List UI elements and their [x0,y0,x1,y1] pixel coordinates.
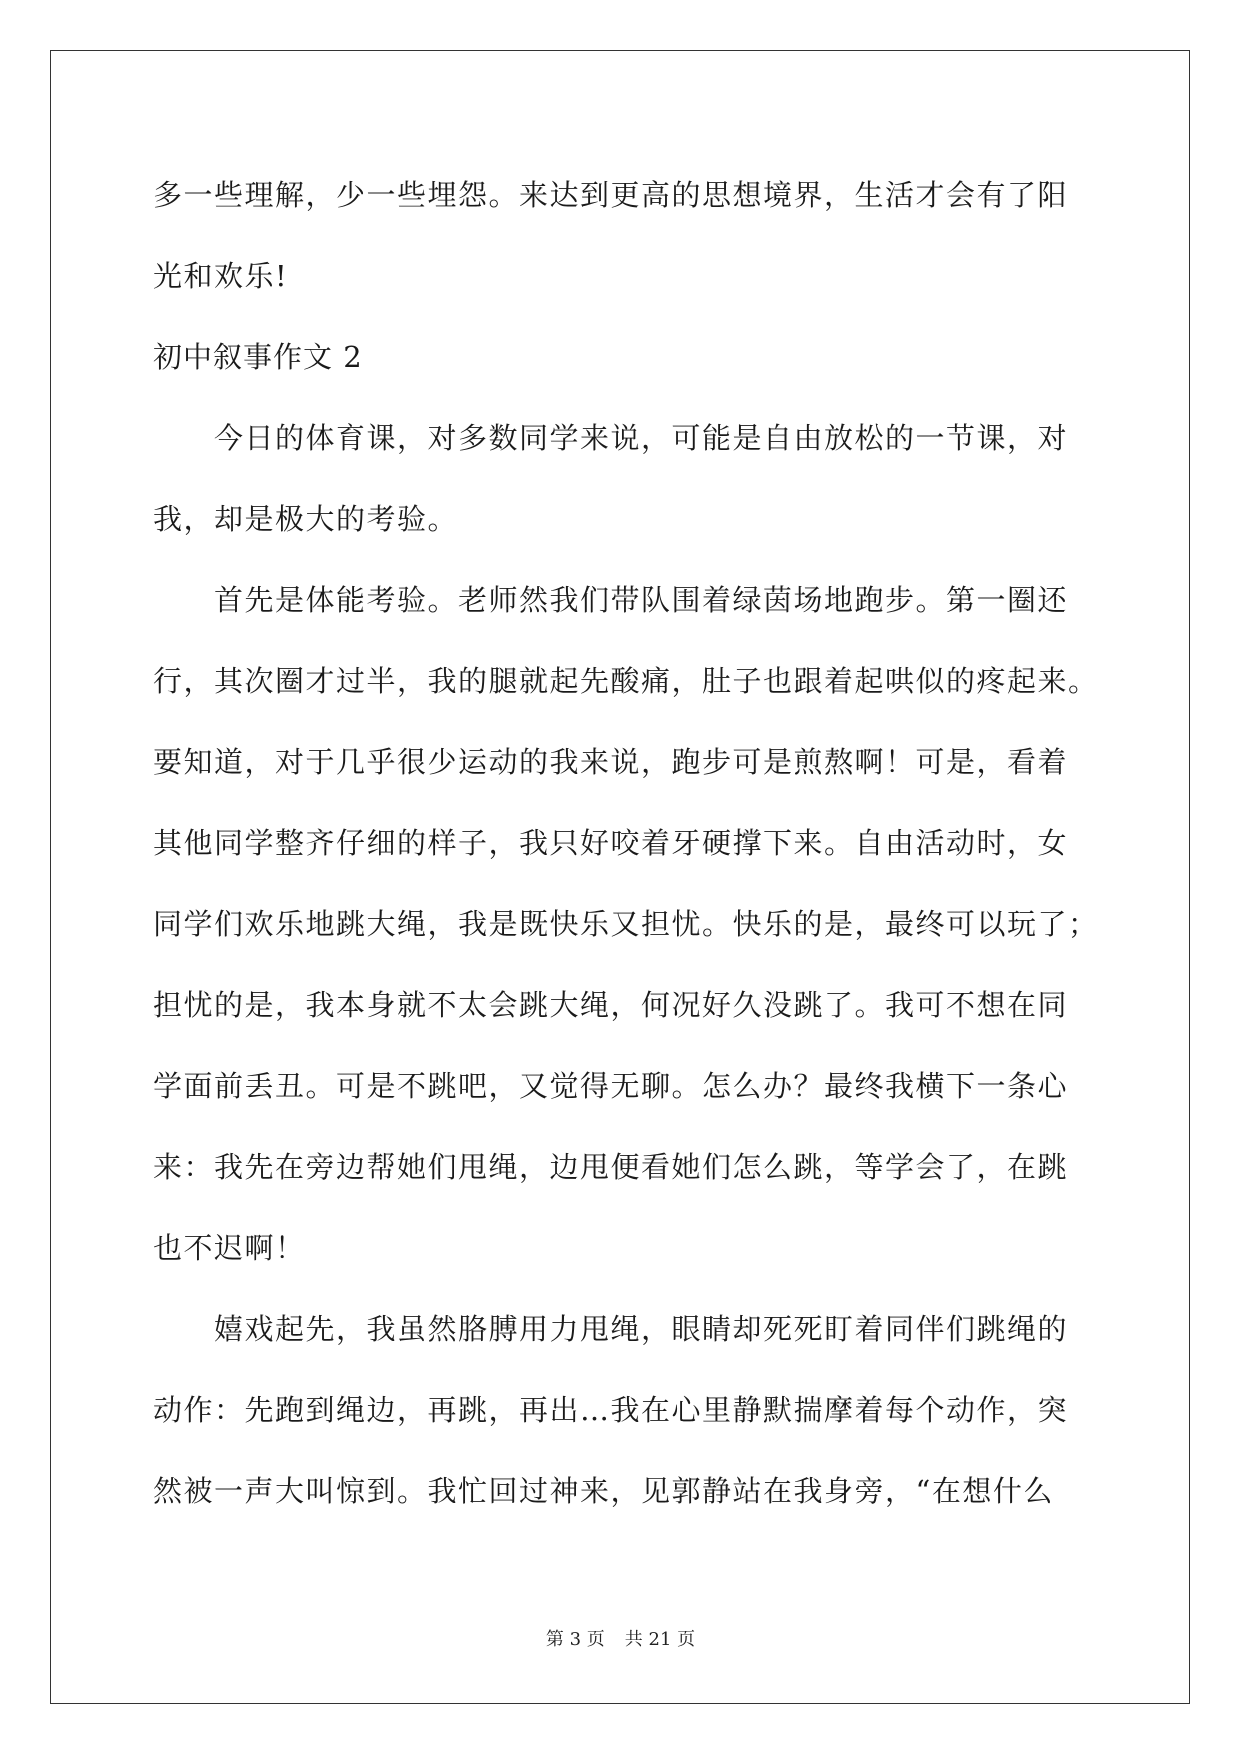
text-line-2: 光和欢乐! [153,259,289,293]
text-line-11: 担忧的是，我本身就不太会跳大绳，何况好久没跳了。我可不想在同 [153,988,1069,1022]
text-line-13: 来：我先在旁边帮她们甩绳，边甩便看她们怎么跳，等学会了，在跳 [153,1150,1069,1184]
text-line-6: 首先是体能考验。老师然我们带队围着绿茵场地跑步。第一圈还 [214,583,1069,617]
text-line-9: 其他同学整齐仔细的样子，我只好咬着牙硬撑下来。自由活动时，女 [153,826,1069,860]
text-line-10: 同学们欢乐地跳大绳，我是既快乐又担忧。快乐的是，最终可以玩了； [153,907,1099,941]
text-line-1: 多一些理解，少一些埋怨。来达到更高的思想境界，生活才会有了阳 [153,178,1069,212]
page-total: 共 21 页 [624,1629,696,1650]
text-line-17: 然被一声大叫惊到。我忙回过神来，见郭静站在我身旁，“在想什么 [153,1474,1054,1508]
page-number: 第 3 页 [545,1629,605,1650]
text-line-15: 嬉戏起先，我虽然胳膊用力甩绳，眼睛却死死盯着同伴们跳绳的 [214,1312,1069,1346]
text-line-4: 今日的体育课，对多数同学来说，可能是自由放松的一节课，对 [214,421,1069,455]
text-line-8: 要知道，对于几乎很少运动的我来说，跑步可是煎熬啊！可是，看着 [153,745,1069,779]
text-line-7: 行，其次圈才过半，我的腿就起先酸痛，肚子也跟着起哄似的疼起来。 [153,664,1099,698]
text-line-14: 也不迟啊！ [153,1231,306,1265]
document-body [153,155,1099,1532]
page-footer [0,1625,1241,1651]
text-line-16: 动作：先跑到绳边，再跳，再出…我在心里静默揣摩着每个动作，突 [153,1393,1069,1427]
section-heading: 初中叙事作文 2 [153,340,363,374]
text-line-12: 学面前丢丑。可是不跳吧，又觉得无聊。怎么办？最终我横下一条心 [153,1069,1069,1103]
text-line-5: 我，却是极大的考验。 [153,502,459,536]
